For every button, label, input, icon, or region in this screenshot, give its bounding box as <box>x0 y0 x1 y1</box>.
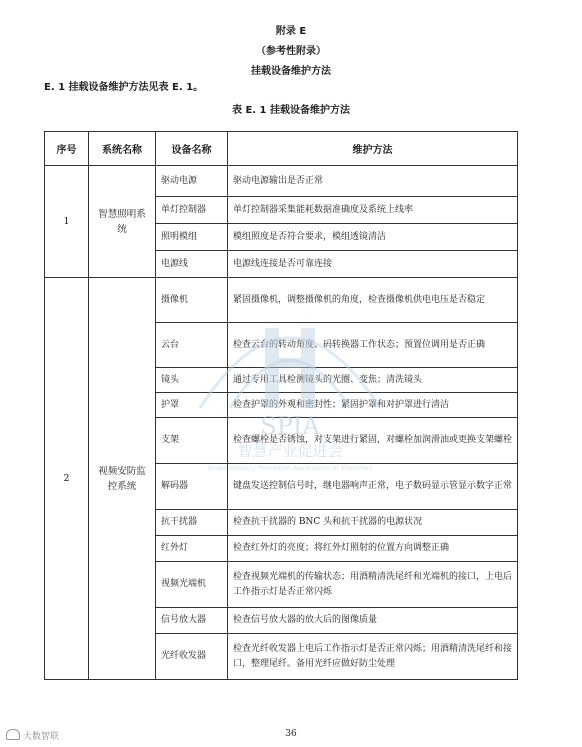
table-row <box>45 166 518 197</box>
maintenance-method: 通过专用工具检测镜头的光圈、变焦；清洗镜头 <box>228 368 518 393</box>
maintenance-method: 检查视频光端机的传输状态；用酒精清洗尾纤和光端机的接口，上电后工作指示灯是否正常闪烁 <box>228 562 518 608</box>
maintenance-method: 检查信号放大器的放大后的图像质量 <box>228 608 518 634</box>
maintenance-method: 模组照度是否符合要求，模组透镜清洁 <box>228 224 518 251</box>
system-name: 视频安防监控系统 <box>89 278 156 680</box>
watermark-text-main: SPIA <box>260 412 320 440</box>
appendix-heading: 挂载设备维护方法 <box>251 66 331 77</box>
maintenance-method: 紧固摄像机，调整摄像机的角度，检查摄像机供电电压是否稳定 <box>228 278 518 323</box>
column-header-method: 维护方法 <box>228 132 518 166</box>
device-name: 云台 <box>156 323 228 368</box>
column-header-no: 序号 <box>45 132 89 166</box>
maintenance-method: 检查螺栓是否锈蚀，对支架进行紧固，对螺栓加润滑油或更换支架螺栓 <box>228 418 518 464</box>
appendix-note: （参考性附录） <box>256 46 326 57</box>
group-number: 1 <box>45 166 89 278</box>
table-header-row <box>45 132 518 166</box>
device-name: 单灯控制器 <box>156 197 228 224</box>
column-header-system: 系统名称 <box>89 132 156 166</box>
device-name: 视频光端机 <box>156 562 228 608</box>
group-number: 2 <box>45 278 89 680</box>
maintenance-table <box>44 131 518 680</box>
device-name: 红外灯 <box>156 536 228 562</box>
watermark-text-cn: 智慧产业促进会 <box>237 442 343 460</box>
table-row <box>45 278 518 323</box>
device-name: 镜头 <box>156 368 228 393</box>
maintenance-method: 电源线连接是否可靠连接 <box>228 251 518 278</box>
device-name: 驱动电源 <box>156 166 228 197</box>
maintenance-method: 驱动电源输出是否正常 <box>228 166 518 197</box>
device-name: 光纤收发器 <box>156 634 228 680</box>
device-name: 信号放大器 <box>156 608 228 634</box>
table-caption: 表 E. 1 挂载设备维护方法 <box>231 105 351 116</box>
device-name: 支架 <box>156 418 228 464</box>
maintenance-method: 检查红外灯的亮度；将红外灯照射的位置方向调整正确 <box>228 536 518 562</box>
device-name: 电源线 <box>156 251 228 278</box>
maintenance-method: 检查云台的转动角度、码转换器工作状态；预置位调用是否正确 <box>228 323 518 368</box>
maintenance-method: 单灯控制器采集能耗数据准确度及系统上线率 <box>228 197 518 224</box>
maintenance-method: 检查光纤收发器上电后工作指示灯是否正常闪烁；用酒精清洗尾纤和接口，整理尾纤。备用光纤应做好防尘处理 <box>228 634 518 680</box>
device-name: 摄像机 <box>156 278 228 323</box>
appendix-title: 附录 E <box>275 26 307 37</box>
system-name: 智慧照明系统 <box>89 166 156 278</box>
maintenance-method: 检查抗干扰器的 BNC 头和抗干扰器的电源状况 <box>228 510 518 536</box>
page-number: 36 <box>285 729 297 739</box>
device-name: 护罩 <box>156 393 228 418</box>
source-tag-label: 大数智联 <box>23 732 60 742</box>
device-name: 解码器 <box>156 464 228 510</box>
intro-sentence: E. 1 挂载设备维护方法见表 E. 1。 <box>44 82 204 93</box>
column-header-device: 设备名称 <box>156 132 228 166</box>
watermark-text-en: Smart Industry Promotion Association of Shenzhen <box>207 464 373 472</box>
maintenance-method: 检查护罩的外观和密封性；紧固护罩和对护罩进行清洁 <box>228 393 518 418</box>
device-name: 照明模组 <box>156 224 228 251</box>
device-name: 抗干扰器 <box>156 510 228 536</box>
maintenance-method: 键盘发送控制信号时，继电器响声正常，电子数码显示管显示数字正常 <box>228 464 518 510</box>
